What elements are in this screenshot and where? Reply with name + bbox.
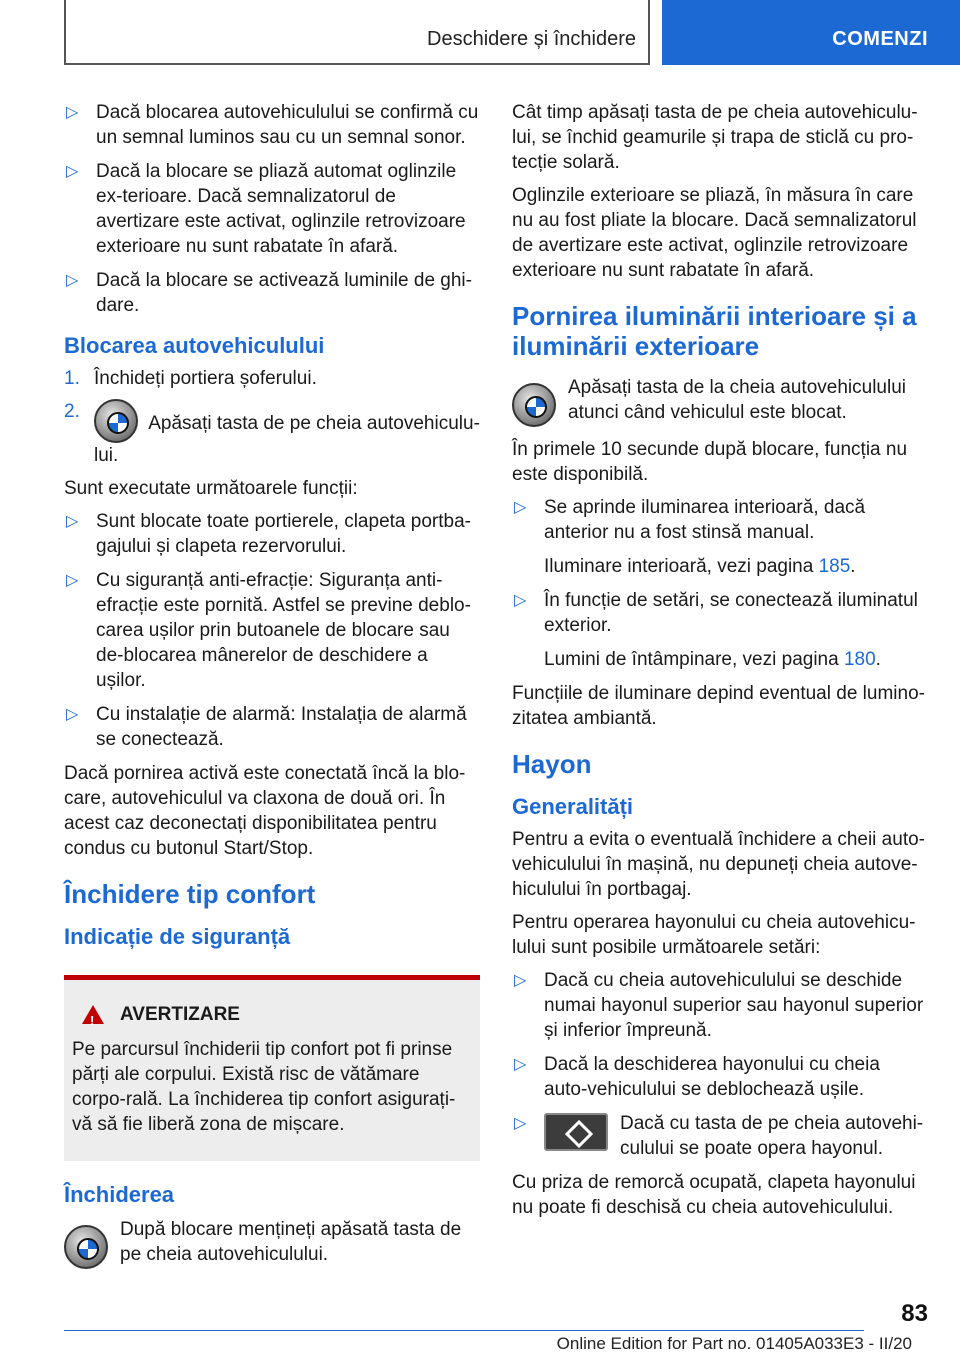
cross-reference: Lumini de întâmpinare, vezi pagina 180. [544, 649, 881, 670]
step-1: 1. Închideți portiera șoferului. [64, 368, 317, 389]
intro-paragraph: Cât timp apăsați tasta de pe cheia autovehiculu-lui, se închid geamurile și trapa de sticlă cu pro-tecție solară. [512, 102, 918, 173]
trailer-paragraph: Cu priza de remorcă ocupată, clapeta hayonului nu poate fi deschisă cu cheia autovehiculului. [512, 1172, 916, 1218]
heading-hayon: Hayon [512, 749, 592, 779]
edition-footer: Online Edition for Part no. 01405A033E3 - II/20 [556, 1334, 912, 1353]
lighting-note: În primele 10 secunde după blocare, funcția nu este disponibilă. [512, 439, 908, 485]
list-item: ▷ Dacă cu tasta de pe cheia autovehi-culului se poate opera hayonul. [514, 1113, 924, 1159]
list-item: ▷ Dacă blocarea autovehiculului se confirmă cu un semnal luminos sau cu un semnal sonor. [66, 102, 479, 148]
list-item: ▷ Cu siguranță anti-efracție: Siguranța anti-efracție este pornită. Astfel se previne deblo-carea ușilor prin butoanele de blocare sau de-blocarea mânerelor de deschidere a ușilor. [66, 570, 471, 691]
section-header [64, 0, 650, 65]
triangle-bullet-icon: ▷ [514, 499, 527, 516]
list-item: ▷ În funcție de setări, se conectează iluminatul exterior. [514, 590, 918, 636]
left-column [64, 100, 480, 1279]
functions-intro: Sunt executate următoarele funcții: [64, 478, 358, 499]
triangle-bullet-icon: ▷ [514, 972, 527, 989]
cross-reference: Iluminare interioară, vezi pagina 185. [544, 556, 856, 577]
warning-box [64, 975, 480, 1161]
key-button-icon [64, 1225, 108, 1269]
list-item: ▷ Dacă la deschiderea hayonului cu cheia auto-vehiculului se deblochează ușile. [514, 1054, 880, 1100]
list-item: ▷ Dacă la blocare se pliază automat oglinzile ex-terioare. Dacă semnalizatorul de avertizare este activat, oglinzile retrovizoare exterioare nu sunt rabatate în afară. [66, 161, 466, 257]
closing-instruction: După blocare mențineți apăsată tasta de pe cheia autovehiculului. [64, 1217, 480, 1269]
triangle-bullet-icon: ▷ [66, 272, 79, 289]
heading-blocking: Blocarea autovehiculului [64, 333, 325, 358]
list-item: ▷ Se aprinde iluminarea interioară, dacă anterior nu a fost stinsă manual. [514, 497, 866, 543]
triangle-bullet-icon: ▷ [514, 592, 527, 609]
list-item: ▷ Dacă la blocare se activează luminile de ghi-dare. [66, 270, 472, 316]
page-link[interactable]: 185 [818, 556, 851, 577]
page-link[interactable]: 180 [843, 649, 876, 670]
chapter-tab[interactable] [662, 0, 960, 65]
footer-divider [64, 1330, 864, 1331]
lighting-instruction: Apăsați tasta de la cheia autovehiculului atunci când vehiculul este blocat. [512, 375, 928, 427]
list-item: ▷ Sunt blocate toate portierele, clapeta portba-gajului și clapeta rezervorului. [66, 511, 471, 557]
key-button-icon [512, 383, 556, 427]
warning-text: Pe parcursul închiderii tip confort pot fi prinse părți ale corpului. Există risc de vătămare corpo-rală. La închiderea tip confort asigurați-vă să fie liberă zona de mișcare. [72, 1039, 456, 1135]
triangle-bullet-icon: ▷ [66, 163, 79, 180]
triangle-bullet-icon: ▷ [66, 706, 79, 723]
list-item: ▷ Dacă cu cheia autovehiculului se deschide numai hayonul superior sau hayonul superior și inferior împreună. [514, 970, 924, 1041]
heading-closing: Închiderea [64, 1182, 175, 1207]
heading-lighting: Pornirea iluminării interioare și a iluminării exterioare [512, 301, 917, 361]
triangle-bullet-icon: ▷ [66, 572, 79, 589]
warning-triangle-icon [82, 1005, 104, 1024]
heading-general: Generalități [512, 794, 634, 819]
triangle-bullet-icon: ▷ [66, 513, 79, 530]
heading-comfort-closing: Închidere tip confort [64, 879, 316, 909]
triangle-bullet-icon: ▷ [514, 1115, 527, 1132]
warning-header: ! AVERTIZARE [72, 1002, 472, 1027]
mirror-paragraph: Oglinzile exterioare se pliază, în măsura în care nu au fost pliate la blocare. Dacă semnalizatorul de avertizare este activat, oglinzile retrovizoare exterioare nu sunt rabatate în afară. [512, 185, 917, 281]
heading-safety-note: Indicație de siguranță [64, 924, 291, 949]
step-2: 2. Apăsați tasta de pe cheia autovehiculu-lui. [64, 401, 480, 466]
page-number: 83 [901, 1300, 928, 1327]
horn-paragraph: Dacă pornirea activă este conectată încă la blo-care, autovehiculul va claxona de două ori. În acest caz deconectați disponibilitatea pentru condus cu butonul Start/Stop. [64, 763, 466, 859]
key-button-icon [94, 399, 138, 443]
tailgate-button-icon [544, 1113, 608, 1151]
chapter-label: COMENZI [832, 28, 928, 50]
settings-paragraph: Pentru operarea hayonului cu cheia autovehicu-lului sunt posibile următoarele setări: [512, 912, 916, 958]
list-item: ▷ Cu instalație de alarmă: Instalația de alarmă se conectează. [66, 704, 467, 750]
triangle-bullet-icon: ▷ [514, 1056, 527, 1073]
triangle-bullet-icon: ▷ [66, 104, 79, 121]
general-paragraph: Pentru a evita o eventuală închidere a cheii auto-vehiculului în mașină, nu depuneți cheia autove-hiculului în portbagaj. [512, 829, 925, 900]
lighting-outro: Funcțiile de iluminare depind eventual de lumino-zitatea ambiantă. [512, 683, 925, 729]
right-column [512, 100, 928, 1228]
section-title: Deschidere și închidere [427, 28, 636, 50]
